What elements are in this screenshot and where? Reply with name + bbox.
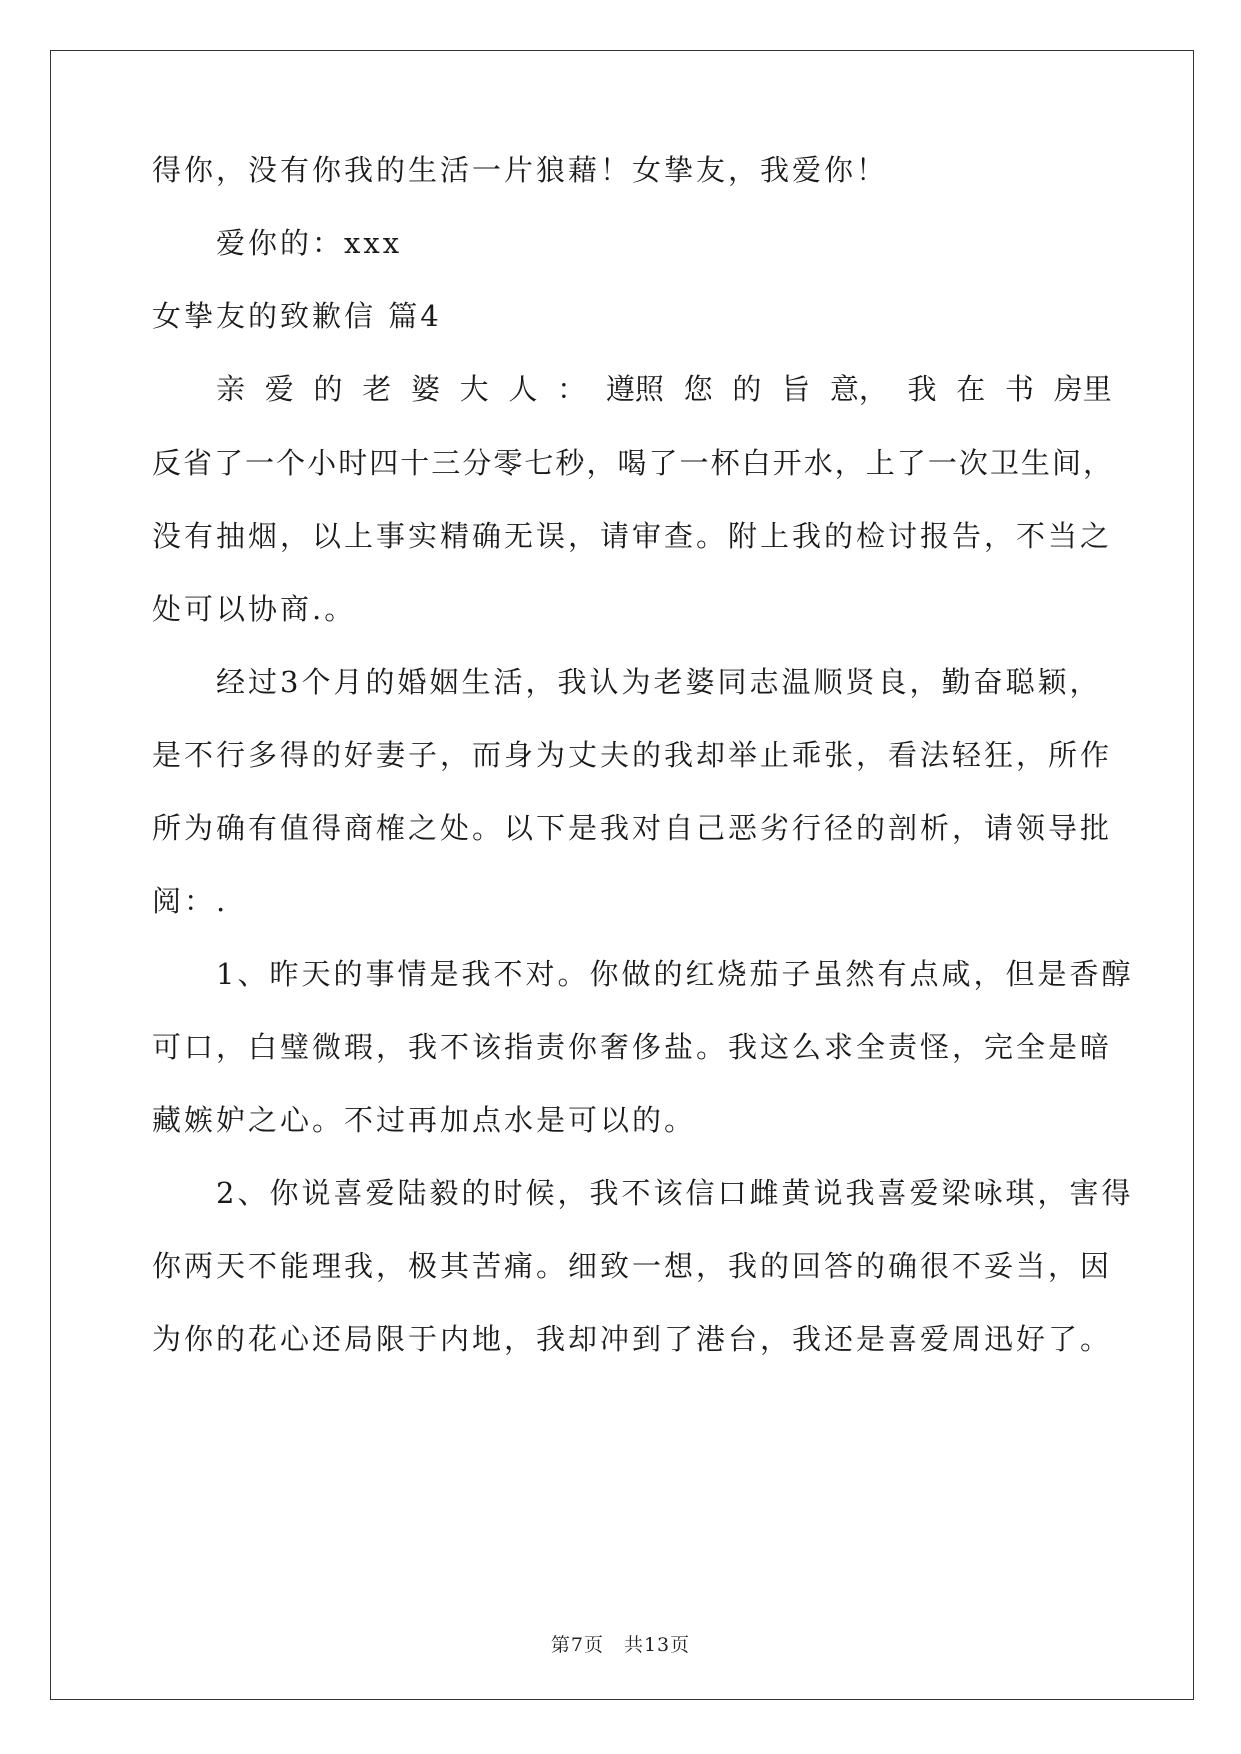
text-line: 阅：. [152, 884, 229, 918]
salutation-char: 房里 [1053, 372, 1112, 406]
text-line: 1、昨天的事情是我不对。你做的红烧茄子虽然有点咸，但是香醇 [216, 957, 1134, 991]
text-line: 经过3个月的婚姻生活，我认为老婆同志温顺贤良，勤奋聪颖， [216, 665, 1102, 699]
salutation-char: 爱 [264, 372, 294, 406]
text-line: 可口，白璧微瑕，我不该指责你奢侈盐。我这么求全责怪，完全是暗 [152, 1030, 1113, 1064]
salutation-char: 旨 [781, 372, 811, 406]
signature-line: 爱你的：xxx [216, 226, 403, 260]
salutation-char: 我 [907, 372, 937, 406]
text-line: 所为确有值得商榷之处。以下是我对自己恶劣行径的剖析，请领导批 [152, 811, 1113, 845]
salutation-line [216, 369, 1112, 409]
salutation-char: 亲 [216, 372, 246, 406]
salutation-char: 老 [362, 372, 392, 406]
salutation-char: 婆 [410, 372, 440, 406]
salutation-char: 意， [829, 372, 888, 406]
text-line: 藏嫉妒之心。不过再加点水是可以的。 [152, 1103, 697, 1137]
text-line: 得你，没有你我的生活一片狼藉！女挚友，我爱你！ [152, 153, 889, 187]
text-line: 你两天不能理我，极其苦痛。细致一想，我的回答的确很不妥当，因 [152, 1249, 1113, 1283]
salutation-char: 书 [1005, 372, 1035, 406]
section-heading: 女挚友的致歉信 篇4 [152, 299, 442, 333]
text-line: 2、你说喜爱陆毅的时候，我不该信口雌黄说我喜爱梁咏琪，害得 [216, 1176, 1134, 1210]
text-line: 反省了一个小时四十三分零七秒，喝了一杯白开水，上了一次卫生间， [152, 446, 1112, 480]
text-line: 没有抽烟，以上事实精确无误，请审查。附上我的检讨报告，不当之 [152, 519, 1113, 553]
page-number: 第7页 共13页 [550, 1634, 691, 1656]
salutation-char: 大 [459, 372, 489, 406]
salutation-char: 在 [956, 372, 986, 406]
salutation-char: 的 [313, 372, 343, 406]
salutation-char: ： [557, 372, 587, 406]
salutation-char: 的 [732, 372, 762, 406]
salutation-char: 您 [683, 372, 713, 406]
text-line: 为你的花心还局限于内地，我却冲到了港台，我还是喜爱周迅好了。 [152, 1322, 1113, 1356]
salutation-char: 遵照 [605, 372, 664, 406]
text-line: 是不行多得的好妻子，而身为丈夫的我却举止乖张，看法轻狂，所作 [152, 738, 1113, 772]
text-line: 处可以协商.。 [152, 592, 357, 626]
salutation-char: 人 [508, 372, 538, 406]
